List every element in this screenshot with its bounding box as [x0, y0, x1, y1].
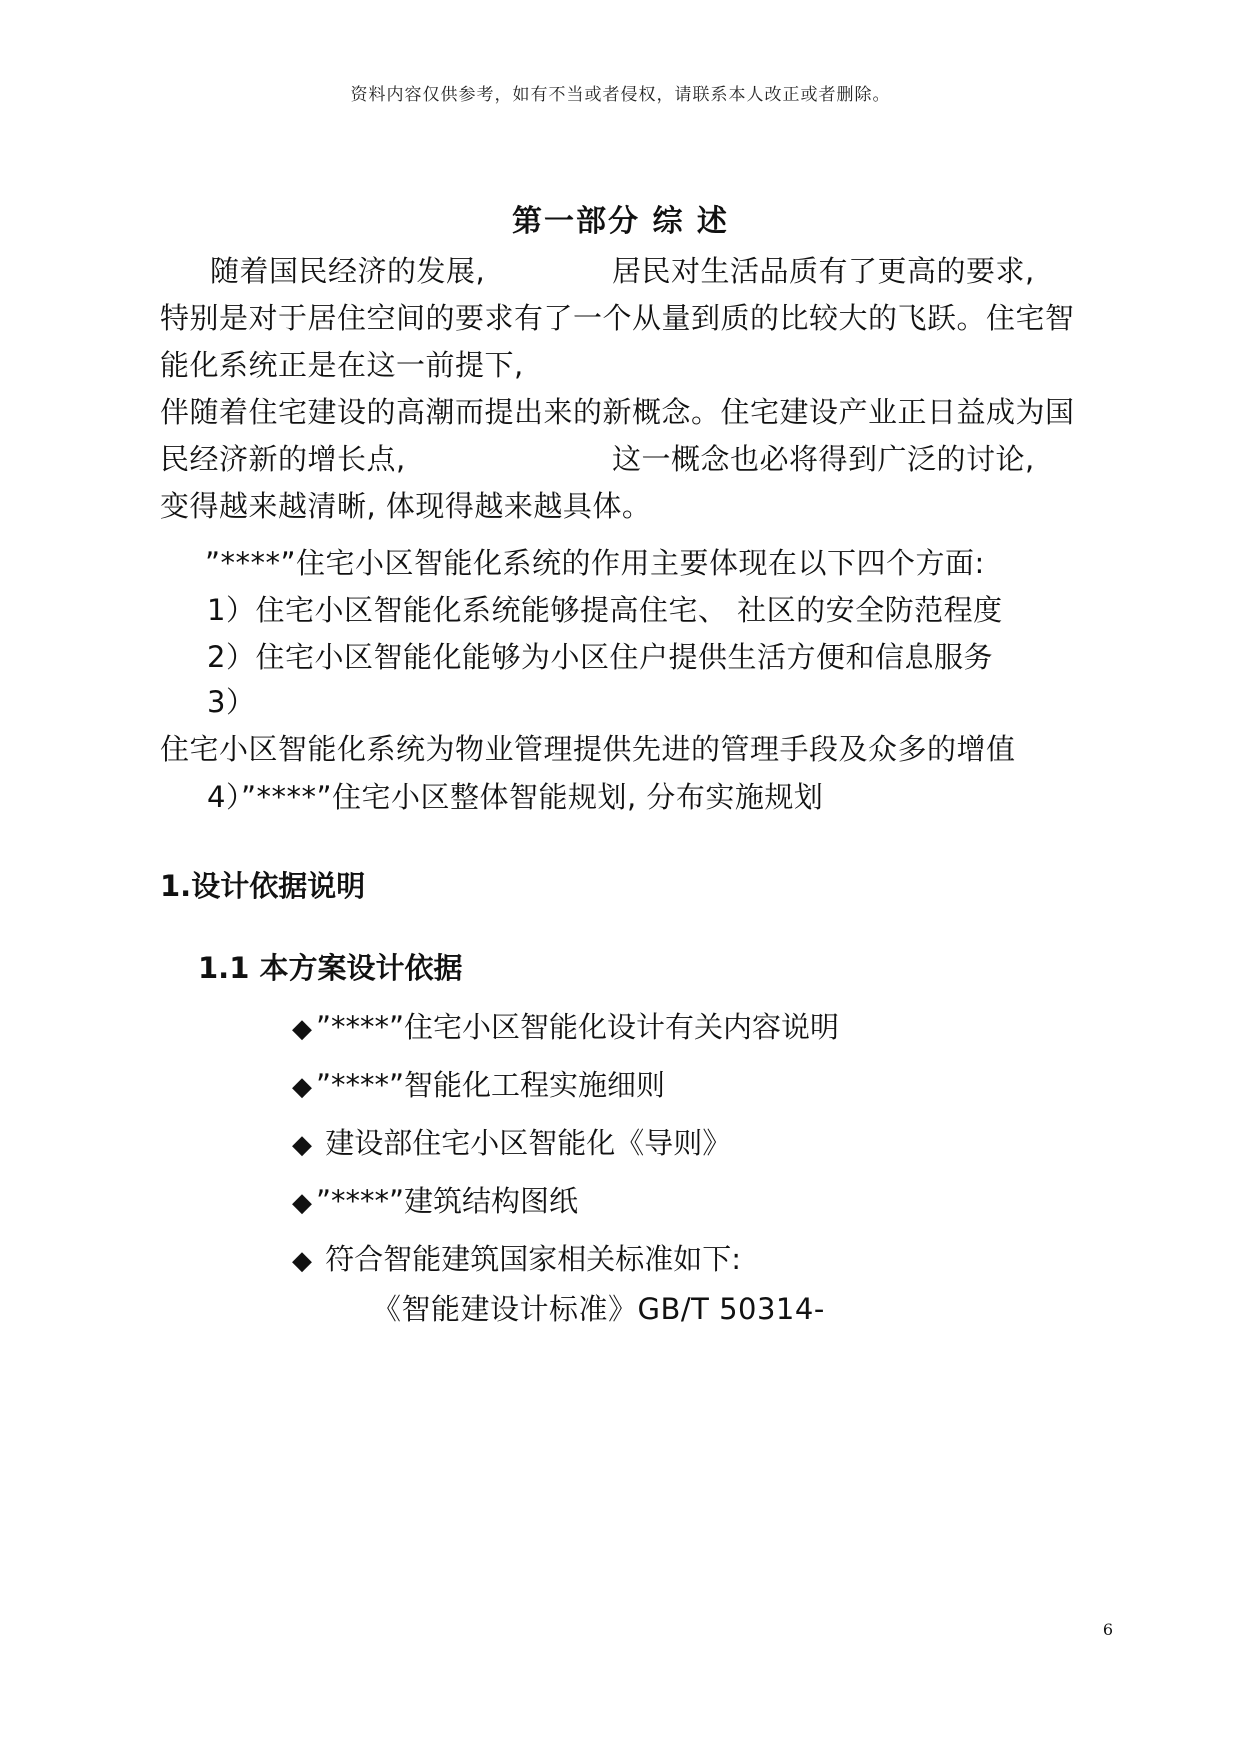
- basis-bullet-text: 符合智能建筑国家相关标准如下:: [316, 1242, 741, 1276]
- intro-line-2: 特别是对于居住空间的要求有了一个从量到质的比较大的飞跃。住宅智: [160, 301, 1075, 335]
- intro-line-1b: 居民对生活品质有了更高的要求,: [612, 254, 1035, 288]
- intro-line-1a: 随着国民经济的发展,: [210, 254, 486, 288]
- basis-bullet-text: 建设部住宅小区智能化《导则》: [316, 1126, 732, 1160]
- diamond-bullet-icon: ◆: [292, 1014, 312, 1044]
- roles-item-2: 2）住宅小区智能化能够为小区住户提供生活方便和信息服务: [207, 640, 993, 674]
- diamond-bullet-icon: ◆: [292, 1188, 312, 1218]
- basis-bullet-3: [292, 1121, 731, 1162]
- roles-item-4: 4）”****”住宅小区整体智能规划, 分布实施规划: [207, 780, 824, 814]
- roles-item-1: 1）住宅小区智能化系统能够提高住宅、 社区的安全防范程度: [207, 593, 1003, 627]
- standard-reference: 《智能建设计标准》GB/T 50314-: [372, 1292, 825, 1326]
- intro-line-6: 变得越来越清晰, 体现得越来越具体。: [160, 489, 652, 523]
- section-heading: 1.设计依据说明: [160, 869, 366, 903]
- roles-item-3-text: 住宅小区智能化系统为物业管理提供先进的管理手段及众多的增值: [160, 732, 1016, 766]
- intro-line-5a: 民经济新的增长点,: [160, 442, 406, 476]
- diamond-bullet-icon: ◆: [292, 1130, 312, 1160]
- page-title: 第一部分 综 述: [512, 204, 729, 239]
- basis-bullet-text: ”****”住宅小区智能化设计有关内容说明: [316, 1010, 840, 1044]
- header-disclaimer: 资料内容仅供参考，如有不当或者侵权，请联系本人改正或者删除。: [350, 85, 891, 105]
- basis-bullet-5: [292, 1237, 741, 1278]
- diamond-bullet-icon: ◆: [292, 1072, 312, 1102]
- intro-line-4: 伴随着住宅建设的高潮而提出来的新概念。住宅建设产业正日益成为国: [160, 395, 1075, 429]
- basis-bullet-1: [292, 1005, 839, 1046]
- roles-item-3-number: 3）: [207, 685, 256, 719]
- intro-line-3: 能化系统正是在这一前提下,: [160, 348, 524, 382]
- basis-bullet-text: ”****”建筑结构图纸: [316, 1184, 579, 1218]
- basis-bullet-4: [292, 1179, 578, 1220]
- page-number: 6: [1102, 1620, 1113, 1639]
- intro-line-5b: 这一概念也必将得到广泛的讨论,: [612, 442, 1035, 476]
- roles-lead: ”****”住宅小区智能化系统的作用主要体现在以下四个方面:: [205, 546, 985, 580]
- subsection-heading: 1.1 本方案设计依据: [198, 951, 463, 985]
- basis-bullet-2: [292, 1063, 665, 1104]
- diamond-bullet-icon: ◆: [292, 1246, 312, 1276]
- basis-bullet-text: ”****”智能化工程实施细则: [316, 1068, 666, 1102]
